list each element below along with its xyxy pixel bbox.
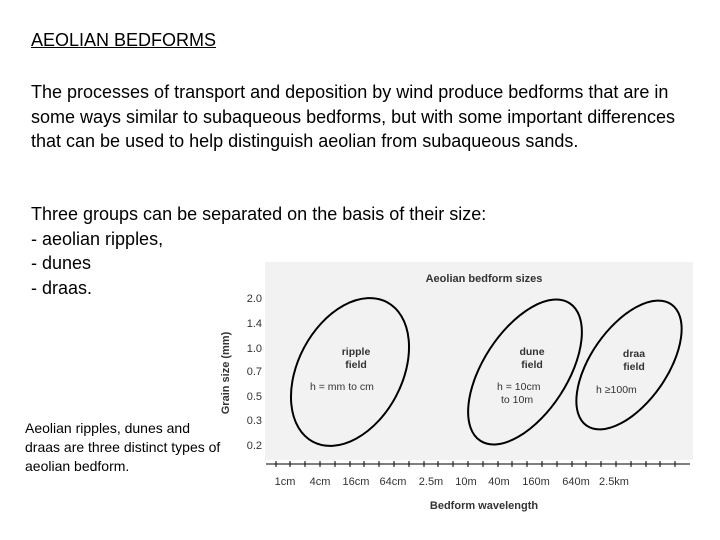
- dune-field-label: field: [521, 359, 543, 371]
- dune-field-label: dune: [519, 346, 545, 358]
- groups-intro: Three groups can be separated on the basis of their size:: [31, 204, 487, 224]
- group-item-ripples: - aeolian ripples,: [31, 228, 164, 249]
- group-item-draas: - draas.: [31, 277, 93, 298]
- x-axis-label: Bedform wavelength: [429, 500, 539, 512]
- y-tick-label: 0.7: [246, 366, 262, 378]
- ripple-height-note: h = mm to cm: [310, 381, 374, 393]
- group-item-dunes: - dunes: [31, 253, 92, 273]
- intro-paragraph: The processes of transport and deposition by wind produce bedforms that are in some ways similar to subaqueous bedforms, but with some important differences that can be used to help distinguish aeolian from subaqueous sands.: [31, 82, 675, 151]
- x-tick-label: 40m: [488, 476, 510, 488]
- y-axis-label: Grain size (mm): [220, 331, 232, 415]
- y-tick-label: 0.2: [246, 440, 262, 452]
- y-tick-label: 0.3: [246, 415, 262, 427]
- x-tick-label: 16cm: [342, 476, 370, 488]
- figure-caption: Aeolian ripples, dunes and draas are three distinct types of aeolian bedform.: [25, 420, 221, 474]
- x-tick-label: 4cm: [309, 476, 331, 488]
- y-tick-label: 1.0: [246, 343, 262, 355]
- x-tick-label: 2.5m: [418, 476, 444, 488]
- dune-height-note: to 10m: [501, 394, 534, 406]
- draa-field-label: draa: [622, 348, 646, 360]
- x-tick-label: 640m: [562, 476, 590, 488]
- dune-height-note: h = 10cm: [497, 381, 541, 393]
- draa-field-label: field: [623, 361, 645, 373]
- x-tick-label: 160m: [522, 476, 550, 488]
- ripple-field-label: ripple: [341, 346, 371, 358]
- x-tick-label: 2.5km: [599, 476, 629, 488]
- y-tick-label: 2.0: [246, 293, 262, 305]
- figure-title: Aeolian bedform sizes: [425, 273, 543, 285]
- page-title: AEOLIAN BEDFORMS: [31, 30, 217, 50]
- y-tick-label: 1.4: [246, 318, 262, 330]
- x-tick-label: 1cm: [274, 476, 296, 488]
- draa-height-note: h ≥100m: [596, 384, 637, 396]
- y-tick-label: 0.5: [246, 391, 262, 403]
- x-tick-label: 64cm: [379, 476, 407, 488]
- ripple-field-label: field: [345, 359, 367, 371]
- x-tick-label: 10m: [455, 476, 477, 488]
